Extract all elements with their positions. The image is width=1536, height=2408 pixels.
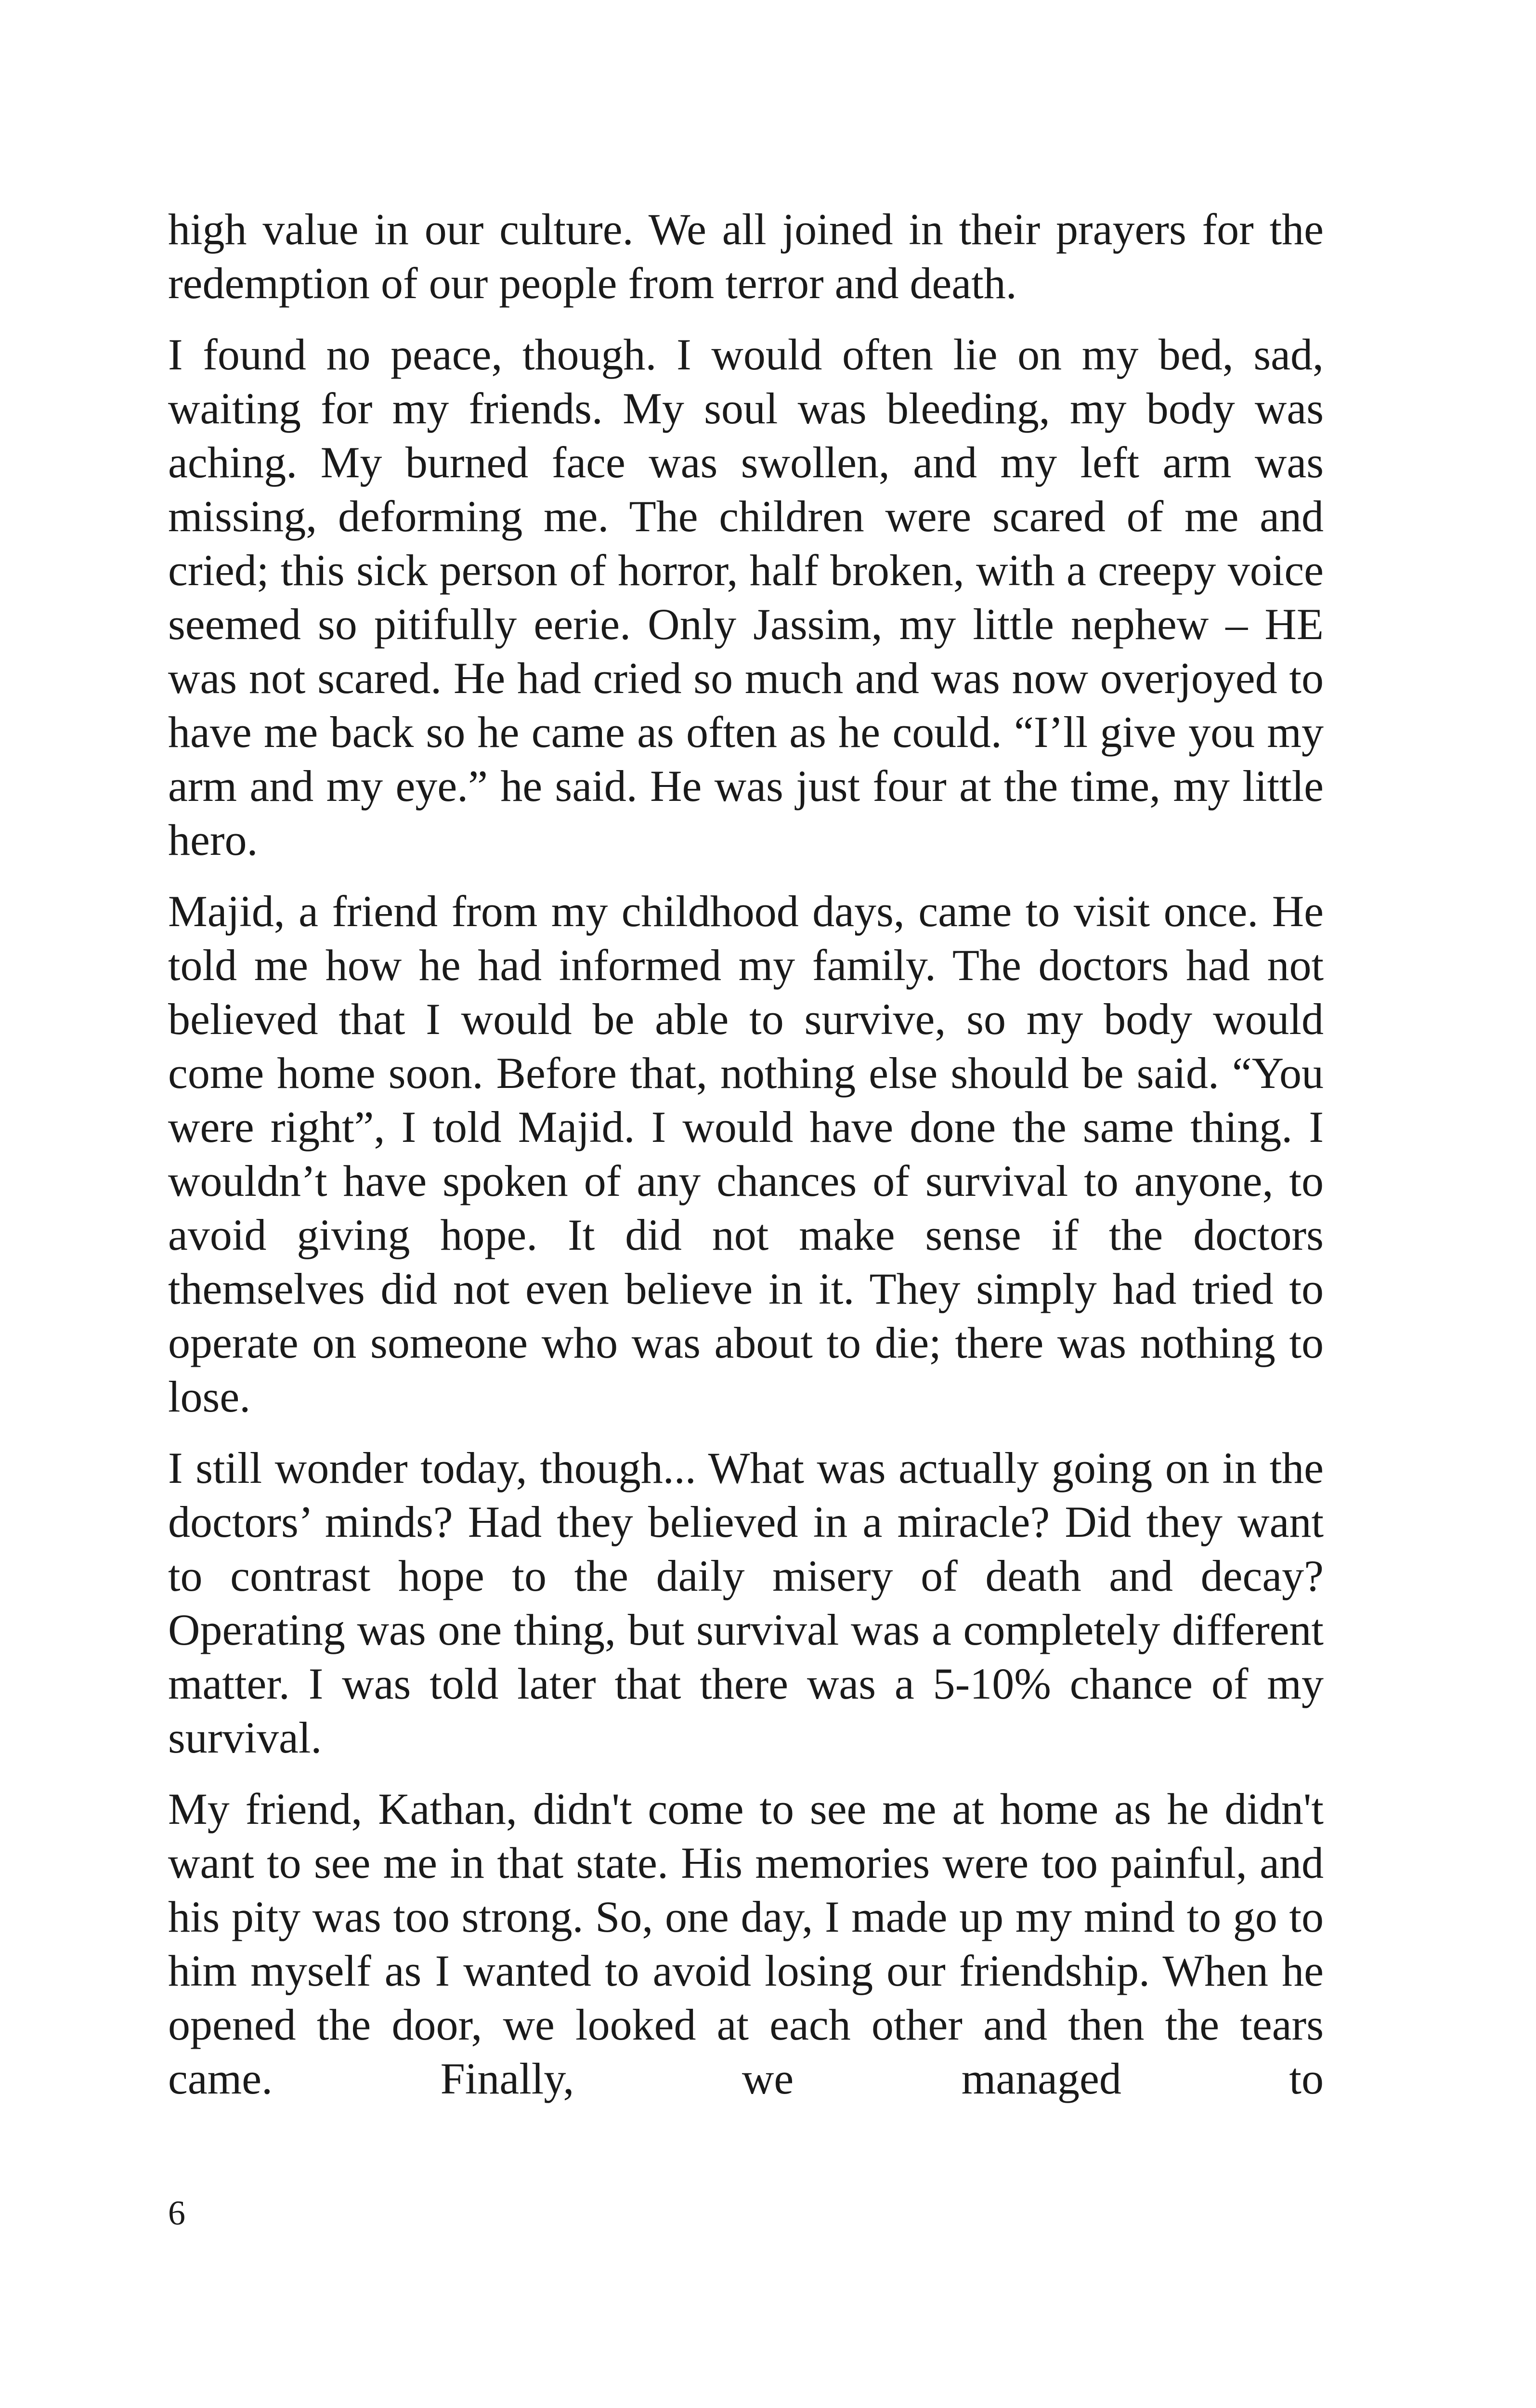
body-text <box>168 202 1324 2123</box>
paragraph: I found no peace, though. I would often lie on my bed, sad, waiting for my friends. My soul was bleeding, my body was aching. My burned face was swollen, and my left arm was missing, deforming me. The children were scared of me and cried; this sick person of horror, half broken, with a creepy voice seemed so pitifully eerie. Only Jassim, my little nephew – HE was not scared. He had cried so much and was now overjoyed to have me back so he came as often as he could. “I’ll give you my arm and my eye.” he said. He was just four at the time, my little hero. <box>168 330 1324 864</box>
paragraph: I still wonder today, though... What was actually going on in the doctors’ minds? Had they believed in a miracle? Did they want to contrast hope to the daily misery of death and decay? Operating was one thing, but survival was a completely different matter. I was told later that there was a 5-10% chance of my survival. <box>168 1443 1324 1762</box>
paragraph: Majid, a friend from my childhood days, came to visit once. He told me how he had informed my family. The doctors had not believed that I would be able to survive, so my body would come home soon. Before that, nothing else should be said. “You were right”, I told Majid. I would have done the same thing. I wouldn’t have spoken of any chances of survival to anyone, to avoid giving hope. It did not make sense if the doctors themselves did not even believe in it. They simply had tried to operate on someone who was about to die; there was nothing to lose. <box>168 887 1324 1421</box>
paragraph: My friend, Kathan, didn't come to see me at home as he didn't want to see me in that state. His memories were too painful, and his pity was too strong. So, one day, I made up my mind to go to him myself as I wanted to avoid losing our friendship. When he opened the door, we looked at each other and then the tears came. Finally, we managed to <box>168 1784 1324 2103</box>
page-number: 6 <box>168 2194 185 2232</box>
paragraph: high value in our culture. We all joined in their prayers for the redemption of our people from terror and death. <box>168 205 1324 308</box>
